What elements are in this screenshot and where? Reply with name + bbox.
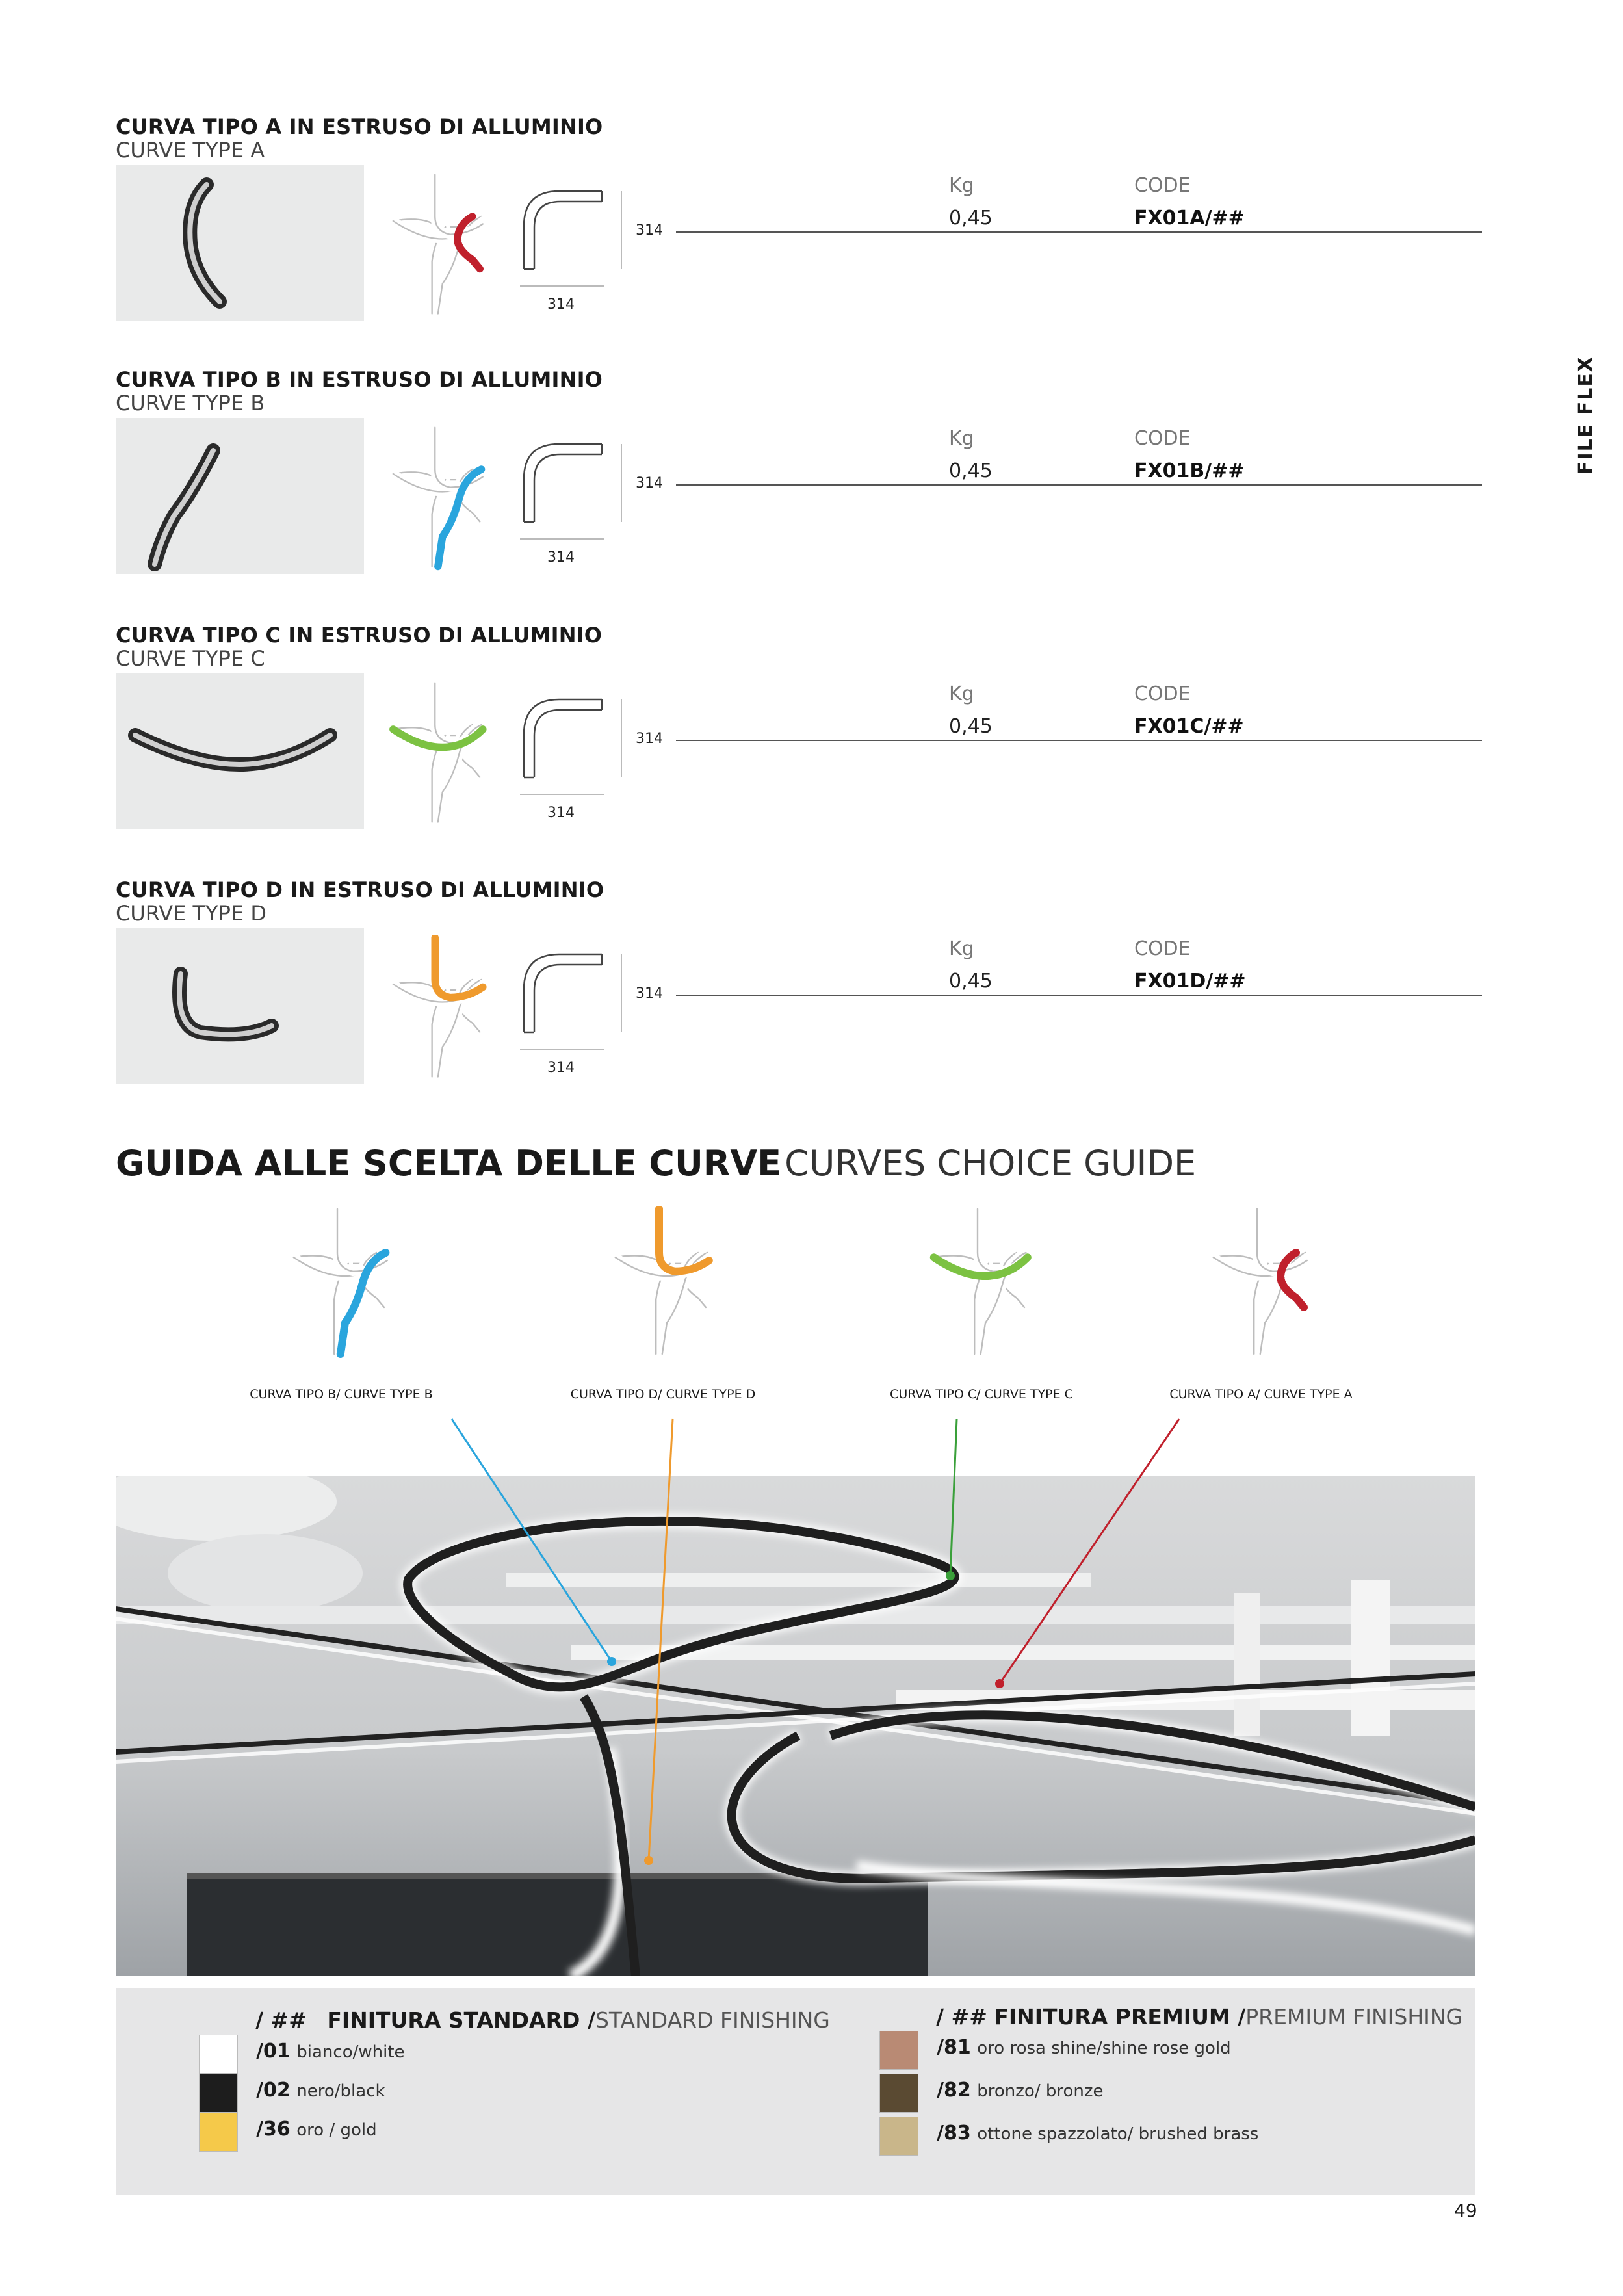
curve-junction-diagram bbox=[370, 680, 507, 829]
finish-code: /83 bbox=[937, 2122, 971, 2145]
dim-line-vertical bbox=[621, 699, 622, 777]
curve-title-it: CURVA TIPO D IN ESTRUSO DI ALLUMINIO bbox=[116, 878, 604, 902]
finish-swatch bbox=[199, 2074, 238, 2113]
elbow-outline-drawing bbox=[520, 440, 604, 525]
curve-product-photo bbox=[116, 928, 364, 1084]
dim-line-vertical bbox=[621, 444, 622, 522]
curve-junction-diagram bbox=[370, 424, 507, 574]
code-header: CODE bbox=[1134, 937, 1191, 960]
page-number: 49 bbox=[1454, 2200, 1477, 2221]
curve-product-photo bbox=[116, 418, 364, 574]
curve-title-en: CURVE TYPE B bbox=[116, 391, 265, 415]
kg-header: Kg bbox=[949, 937, 974, 960]
finish-row bbox=[937, 2079, 1104, 2102]
dim-line-horizontal bbox=[520, 285, 604, 287]
elbow-outline-icon bbox=[520, 950, 604, 1035]
finish-desc: oro / gold bbox=[296, 2120, 377, 2140]
table-rule bbox=[676, 231, 1482, 233]
curve-product-photo bbox=[116, 165, 364, 321]
finish-swatch bbox=[199, 2113, 238, 2152]
premium-finishing-heading bbox=[936, 2004, 1462, 2029]
standard-bold: FINITURA STANDARD / bbox=[327, 2007, 595, 2033]
code-value: FX01C/## bbox=[1134, 715, 1244, 738]
guide-label-d: CURVA TIPO D/ CURVE TYPE D bbox=[570, 1387, 756, 1402]
curve-junction-diagram bbox=[370, 935, 507, 1084]
curve-junction-icon bbox=[370, 172, 507, 321]
premium-light: PREMIUM FINISHING bbox=[1245, 2004, 1463, 2029]
finish-desc: bianco/white bbox=[296, 2042, 405, 2062]
dim-horizontal-label: 314 bbox=[547, 296, 575, 313]
installation-photo bbox=[116, 1476, 1475, 1976]
dim-line-horizontal bbox=[520, 538, 604, 540]
code-header: CODE bbox=[1134, 683, 1191, 705]
kg-value: 0,45 bbox=[949, 970, 993, 993]
table-rule bbox=[676, 484, 1482, 486]
dim-line-vertical bbox=[621, 954, 622, 1032]
finish-code: /36 bbox=[256, 2118, 291, 2141]
finish-row bbox=[256, 2079, 385, 2102]
elbow-outline-icon bbox=[520, 187, 604, 272]
installation-photo-image bbox=[116, 1476, 1475, 1976]
kg-value: 0,45 bbox=[949, 715, 993, 738]
curve-junction-diagram bbox=[370, 172, 507, 321]
guide-title bbox=[116, 1143, 1196, 1184]
finish-row bbox=[937, 2036, 1231, 2059]
curve-profile-image bbox=[116, 165, 364, 321]
curve-title-it: CURVA TIPO A IN ESTRUSO DI ALLUMINIO bbox=[116, 114, 603, 139]
code-header: CODE bbox=[1134, 427, 1191, 450]
curve-junction-icon bbox=[591, 1206, 734, 1362]
dim-vertical-label: 314 bbox=[636, 222, 663, 239]
kg-value: 0,45 bbox=[949, 207, 993, 229]
standard-prefix: / ## bbox=[255, 2007, 307, 2033]
curve-junction-icon bbox=[370, 424, 507, 574]
premium-bold: FINITURA PREMIUM / bbox=[994, 2004, 1246, 2029]
finishing-panel bbox=[116, 1988, 1475, 2195]
table-rule bbox=[676, 740, 1482, 741]
dim-line-horizontal bbox=[520, 794, 604, 795]
code-header: CODE bbox=[1134, 174, 1191, 197]
dim-horizontal-label: 314 bbox=[547, 805, 575, 821]
curve-profile-image bbox=[116, 673, 364, 829]
elbow-outline-drawing bbox=[520, 696, 604, 780]
curve-title-en: CURVE TYPE D bbox=[116, 901, 266, 926]
table-rule bbox=[676, 995, 1482, 996]
elbow-outline-drawing bbox=[520, 950, 604, 1035]
code-value: FX01B/## bbox=[1134, 460, 1245, 482]
curve-junction-icon bbox=[370, 935, 507, 1084]
curve-junction-icon bbox=[370, 680, 507, 829]
guide-label-b: CURVA TIPO B/ CURVE TYPE B bbox=[250, 1387, 433, 1402]
finish-desc: oro rosa shine/shine rose gold bbox=[977, 2039, 1231, 2058]
code-value: FX01D/## bbox=[1134, 970, 1246, 993]
dim-vertical-label: 314 bbox=[636, 475, 663, 491]
curve-title-en: CURVE TYPE C bbox=[116, 646, 265, 671]
dim-horizontal-label: 314 bbox=[547, 1060, 575, 1076]
guide-icon-c bbox=[910, 1206, 1053, 1362]
standard-finishing-heading bbox=[255, 2007, 830, 2033]
dim-horizontal-label: 314 bbox=[547, 549, 575, 566]
kg-value: 0,45 bbox=[949, 460, 993, 482]
finish-desc: ottone spazzolato/ brushed brass bbox=[977, 2124, 1259, 2144]
guide-label-c: CURVA TIPO C/ CURVE TYPE C bbox=[890, 1387, 1073, 1402]
standard-light: STANDARD FINISHING bbox=[595, 2007, 830, 2033]
kg-header: Kg bbox=[949, 427, 974, 450]
finish-code: /01 bbox=[256, 2040, 291, 2063]
guide-icon-d bbox=[591, 1206, 734, 1362]
finish-swatch bbox=[879, 2117, 918, 2156]
premium-prefix: / ## bbox=[936, 2004, 987, 2029]
code-value: FX01A/## bbox=[1134, 207, 1245, 229]
finish-code: /82 bbox=[937, 2079, 971, 2102]
finish-code: /81 bbox=[937, 2036, 971, 2059]
finish-row bbox=[256, 2040, 405, 2063]
kg-header: Kg bbox=[949, 174, 974, 197]
curve-junction-icon bbox=[270, 1206, 413, 1362]
finish-swatch bbox=[199, 2035, 238, 2074]
finish-desc: nero/black bbox=[296, 2081, 385, 2101]
curve-title-en: CURVE TYPE A bbox=[116, 138, 265, 163]
dim-line-vertical bbox=[621, 191, 622, 269]
elbow-outline-icon bbox=[520, 696, 604, 780]
side-section-title: FILE FLEX bbox=[1574, 356, 1597, 475]
curve-profile-image bbox=[116, 418, 364, 574]
elbow-outline-icon bbox=[520, 440, 604, 525]
curve-junction-icon bbox=[910, 1206, 1053, 1362]
guide-title-en: CURVES CHOICE GUIDE bbox=[785, 1143, 1197, 1184]
finish-row bbox=[256, 2118, 377, 2141]
dim-line-horizontal bbox=[520, 1049, 604, 1050]
guide-title-it: GUIDA ALLE SCELTA DELLE CURVE bbox=[116, 1143, 782, 1184]
curve-junction-icon bbox=[1189, 1206, 1332, 1362]
curve-title-it: CURVA TIPO B IN ESTRUSO DI ALLUMINIO bbox=[116, 367, 603, 392]
guide-icon-b bbox=[270, 1206, 413, 1362]
guide-icon-a bbox=[1189, 1206, 1332, 1362]
dim-vertical-label: 314 bbox=[636, 731, 663, 747]
curve-product-photo bbox=[116, 673, 364, 829]
curve-profile-image bbox=[116, 928, 364, 1084]
finish-swatch bbox=[879, 2031, 918, 2070]
elbow-outline-drawing bbox=[520, 187, 604, 272]
guide-label-a: CURVA TIPO A/ CURVE TYPE A bbox=[1169, 1387, 1353, 1402]
dim-vertical-label: 314 bbox=[636, 985, 663, 1002]
curve-title-it: CURVA TIPO C IN ESTRUSO DI ALLUMINIO bbox=[116, 623, 603, 647]
finish-swatch bbox=[879, 2074, 918, 2113]
finish-row bbox=[937, 2122, 1258, 2145]
kg-header: Kg bbox=[949, 683, 974, 705]
finish-code: /02 bbox=[256, 2079, 291, 2102]
finish-desc: bronzo/ bronze bbox=[977, 2081, 1104, 2101]
